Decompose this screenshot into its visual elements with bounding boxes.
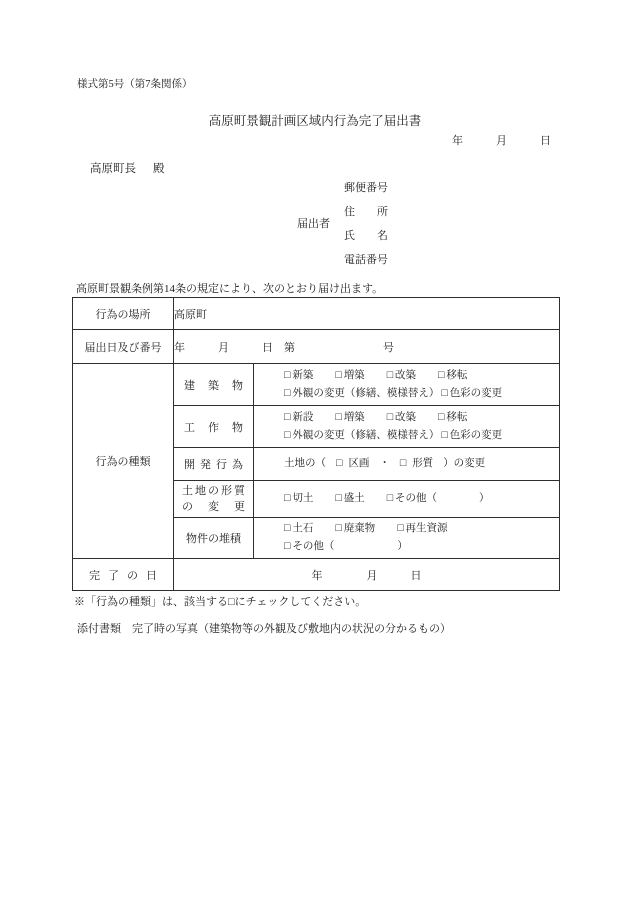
checkbox-reconstruction[interactable]: □ 改築 xyxy=(387,409,416,427)
checkbox-icon[interactable]: □ xyxy=(284,411,291,423)
checkbox-cut[interactable]: □ 切土 xyxy=(284,490,313,508)
phone-label: 電話番号 xyxy=(344,254,388,266)
checkbox-icon[interactable]: □ xyxy=(441,429,448,441)
name-row xyxy=(344,223,394,247)
postal-code-label: 郵便番号 xyxy=(344,182,388,194)
report-no-value: 年 月 日 第 号 xyxy=(174,330,560,364)
checkbox-icon[interactable]: □ xyxy=(335,523,342,534)
checkbox-icon[interactable]: □ xyxy=(386,493,394,504)
checkbox-other[interactable]: □ その他（ ） xyxy=(387,490,490,508)
applicant-fields xyxy=(344,175,394,271)
development-separator: ・ xyxy=(379,458,390,469)
development-suffix: ）の変更 xyxy=(443,458,486,469)
checkbox-new-installation[interactable]: □ 新設 xyxy=(284,409,313,427)
checkbox-icon[interactable]: □ xyxy=(284,429,291,441)
land-form-label: 土地の形質 の変更 xyxy=(174,481,254,518)
checkbox-extension[interactable]: □ 増築 xyxy=(335,367,364,385)
checkbox-extension[interactable]: □ 増築 xyxy=(335,409,364,427)
deposit-options-line2 xyxy=(254,538,559,556)
table-row xyxy=(73,298,560,330)
checkbox-icon[interactable]: □ xyxy=(284,387,291,399)
checkbox-instruction-note: ※「行為の種類」は、該当する□にチェックしてください。 xyxy=(74,596,367,608)
checkbox-icon[interactable]: □ xyxy=(335,369,342,381)
checkbox-color-change[interactable]: □ 色彩の変更 xyxy=(441,427,502,445)
checkbox-icon[interactable]: □ xyxy=(397,523,404,534)
postal-code-row xyxy=(344,175,394,199)
date-line: 年 月 日 xyxy=(452,135,551,147)
deposit-options xyxy=(254,518,560,559)
applicant-group-label: 届出者 xyxy=(297,218,330,230)
table-row xyxy=(73,559,560,591)
checkbox-land-quality[interactable]: □ 形質 xyxy=(400,455,433,473)
intro-sentence: 高原町景観条例第14条の規定により、次のとおり届け出ます。 xyxy=(76,283,384,295)
structure-options-line1 xyxy=(254,409,559,427)
applicant-block xyxy=(297,175,394,271)
checkbox-relocation[interactable]: □ 移転 xyxy=(438,409,467,427)
checkbox-new-construction[interactable]: □ 新築 xyxy=(284,367,313,385)
addressee-name: 高原町長 xyxy=(90,163,136,175)
checkbox-exterior-change[interactable]: □ 外観の変更（修繕、模様替え） xyxy=(284,427,439,445)
completion-value: 年 月 日 xyxy=(174,559,560,591)
table-row xyxy=(73,364,560,406)
checkbox-relocation[interactable]: □ 移転 xyxy=(438,367,467,385)
address-row xyxy=(344,199,394,223)
checkbox-icon[interactable]: □ xyxy=(441,387,448,399)
land-form-options xyxy=(254,481,560,518)
checkbox-icon[interactable]: □ xyxy=(336,458,343,469)
structure-options-line2 xyxy=(254,427,559,445)
phone-row xyxy=(344,247,394,271)
table-row xyxy=(73,330,560,364)
checkbox-color-change[interactable]: □ 色彩の変更 xyxy=(441,385,502,403)
checkbox-exterior-change[interactable]: □ 外観の変更（修繕、模様替え） xyxy=(284,385,439,403)
address-label: 住 所 xyxy=(344,206,388,218)
checkbox-icon[interactable]: □ xyxy=(386,411,394,423)
checkbox-icon[interactable]: □ xyxy=(386,369,394,381)
place-value: 高原町 xyxy=(174,298,560,330)
checkbox-icon[interactable]: □ xyxy=(284,369,291,381)
report-no-label: 届出日及び番号 xyxy=(73,330,174,364)
place-label: 行為の場所 xyxy=(73,298,174,330)
checkbox-division[interactable]: □ 区画 xyxy=(336,455,369,473)
name-label: 氏 名 xyxy=(344,230,388,242)
building-options-line1 xyxy=(254,367,559,385)
deposit-options-line1 xyxy=(254,520,559,538)
page-title: 高原町景観計画区域内行為完了届出書 xyxy=(208,114,422,128)
checkbox-icon[interactable]: □ xyxy=(438,411,445,423)
checkbox-icon[interactable]: □ xyxy=(284,493,291,504)
form-number: 様式第5号（第7条関係） xyxy=(77,79,193,90)
checkbox-reconstruction[interactable]: □ 改築 xyxy=(387,367,416,385)
addressee-line xyxy=(90,160,165,176)
development-prefix: 土地の（ xyxy=(284,458,326,469)
addressee-honorific: 殿 xyxy=(153,163,165,175)
development-options xyxy=(254,448,560,481)
building-label: 建築物 xyxy=(174,364,254,406)
land-form-options-line xyxy=(254,490,559,508)
checkbox-fill[interactable]: □ 盛土 xyxy=(335,490,364,508)
form-table xyxy=(72,297,560,591)
building-options xyxy=(254,364,560,406)
development-options-line xyxy=(254,455,559,473)
checkbox-icon[interactable]: □ xyxy=(284,523,291,534)
completion-label: 完了の日 xyxy=(73,559,174,591)
checkbox-recycled-resource[interactable]: □ 再生資源 xyxy=(397,520,447,538)
checkbox-icon[interactable]: □ xyxy=(335,411,342,423)
checkbox-other[interactable]: □ その他（ ） xyxy=(284,538,408,556)
building-options-line2 xyxy=(254,385,559,403)
attachments-line: 添付書類 完了時の写真（建築物等の外観及び敷地内の状況の分かるもの） xyxy=(77,623,451,635)
development-label: 開発行為 xyxy=(174,448,254,481)
deposit-label: 物件の堆積 xyxy=(174,518,254,559)
checkbox-icon[interactable]: □ xyxy=(284,541,291,552)
checkbox-icon[interactable]: □ xyxy=(335,493,342,504)
checkbox-waste[interactable]: □ 廃棄物 xyxy=(335,520,375,538)
checkbox-icon[interactable]: □ xyxy=(399,458,407,469)
kind-label: 行為の種類 xyxy=(73,364,174,559)
structure-label: 工作物 xyxy=(174,406,254,448)
checkbox-soil-stone[interactable]: □ 土石 xyxy=(284,520,313,538)
structure-options xyxy=(254,406,560,448)
checkbox-icon[interactable]: □ xyxy=(438,369,445,381)
